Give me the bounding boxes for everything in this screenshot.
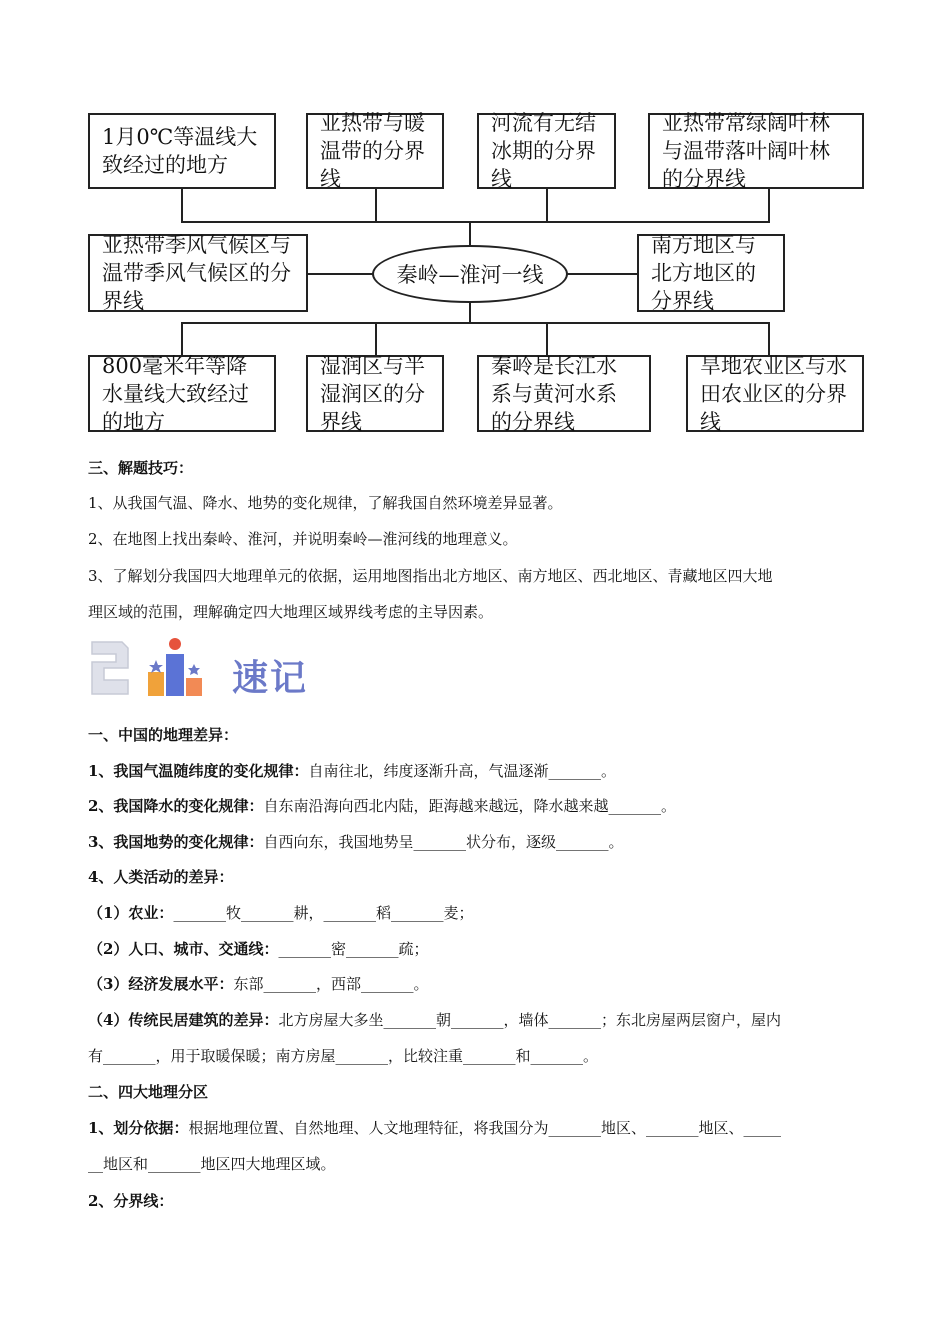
connector-line: [181, 221, 770, 223]
left-box: 亚热带季风气候区与温带季风气候区的分界线: [88, 234, 308, 312]
notes-line-2-label: 2、我国降水的变化规律：: [88, 797, 264, 815]
notes-line-3: [88, 831, 868, 853]
notes-sub-2-label: （2）人口、城市、交通线：: [88, 940, 279, 958]
notes-line-1-text: 自南往北，纬度逐渐升高，气温逐渐_______。: [308, 762, 616, 780]
bottom-box-2: 湿润区与半湿润区的分界线: [306, 355, 444, 432]
notes-sub-4-cont: 有_______，用于取暖保暖；南方房屋_______，比较注重_______和_______。: [88, 1047, 599, 1065]
notes-basis-cont: __地区和_______地区四大地理区域。: [88, 1155, 336, 1173]
notes-boundary: 2、分界线：: [88, 1192, 174, 1210]
notes-line-2: [88, 795, 868, 817]
notes-line-2-text: 自东南沿海向西北内陆，距海越来越远，降水越来越_______。: [263, 797, 676, 815]
connector-line: [469, 221, 471, 247]
notes-sub-3-text: 东部_______，西部_______。: [233, 975, 429, 993]
notes-line-4: 4、人类活动的差异：: [88, 868, 234, 886]
notes-sub-1-text: _______牧_______耕，_______稻_______麦；: [173, 904, 474, 922]
connector-line: [307, 273, 374, 275]
notes-sub-4: [88, 1009, 868, 1031]
bottom-box-1: 800毫米年等降水量线大致经过的地方: [88, 355, 276, 432]
notes-line-1: [88, 760, 868, 782]
skills-item-1: 1、从我国气温、降水、地势的变化规律，了解我国自然环境差异显著。: [88, 494, 563, 512]
notes-heading-2: 二、四大地理分区: [88, 1083, 209, 1101]
connector-line: [768, 188, 770, 222]
right-box: 南方地区与北方地区的分界线: [637, 234, 785, 312]
notes-sub-2-text: _______密_______疏；: [278, 940, 429, 958]
notes-sub-3: [88, 973, 868, 995]
connector-line: [469, 301, 471, 323]
qinling-huaihe-diagram: [0, 0, 950, 440]
bottom-box-4: 旱地农业区与水田农业区的分界线: [686, 355, 864, 432]
top-box-2: 亚热带与暖温带的分界线: [306, 113, 444, 189]
bottom-box-3: 秦岭是长江水系与黄河水系的分界线: [477, 355, 651, 432]
top-box-4: 亚热带常绿阔叶林与温带落叶阔叶林的分界线: [648, 113, 864, 189]
notes-line-3-label: 3、我国地势的变化规律：: [88, 833, 264, 851]
top-box-1: 1月0℃等温线大致经过的地方: [88, 113, 276, 189]
connector-line: [181, 322, 770, 324]
notes-sub-4-label: （4）传统民居建筑的差异：: [88, 1011, 279, 1029]
notes-sub-1: [88, 902, 868, 924]
notes-sub-4-text: 北方房屋大多坐_______朝_______，墙体_______；东北房屋两层窗户，屋内: [278, 1011, 781, 1029]
center-label: 秦岭—淮河一线: [396, 263, 544, 287]
skills-item-3-cont: 理区域的范围，理解确定四大地理区域界线考虑的主导因素。: [88, 603, 494, 621]
skills-item-2: 2、在地图上找出秦岭、淮河，并说明秦岭—淮河线的地理意义。: [88, 530, 518, 548]
skills-title: 三、解题技巧：: [88, 459, 194, 477]
notes-basis-label: 1、划分依据：: [88, 1119, 189, 1137]
section-logo-label: 速记: [232, 658, 309, 699]
connector-line: [546, 188, 548, 222]
notes-sub-3-label: （3）经济发展水平：: [88, 975, 234, 993]
notes-basis: [88, 1117, 868, 1139]
notes-basis-text: 根据地理位置、自然地理、人文地理特征，将我国分为_______地区、_______地区、_____: [188, 1119, 781, 1137]
notes-heading-1: 一、中国的地理差异：: [88, 726, 239, 744]
connector-line: [181, 188, 183, 222]
top-box-3: 河流有无结冰期的分界线: [477, 113, 616, 189]
notes-line-1-label: 1、我国气温随纬度的变化规律：: [88, 762, 309, 780]
connector-line: [375, 188, 377, 222]
notes-sub-1-label: （1）农业：: [88, 904, 174, 922]
notes-line-3-text: 自西向东，我国地势呈_______状分布，逐级_______。: [263, 833, 624, 851]
center-ellipse: [372, 245, 568, 303]
connector-line: [566, 273, 638, 275]
notes-sub-2: [88, 938, 868, 960]
skills-item-3: 3、了解划分我国四大地理单元的依据，运用地图指出北方地区、南方地区、西北地区、青藏地区四大地: [88, 567, 773, 585]
